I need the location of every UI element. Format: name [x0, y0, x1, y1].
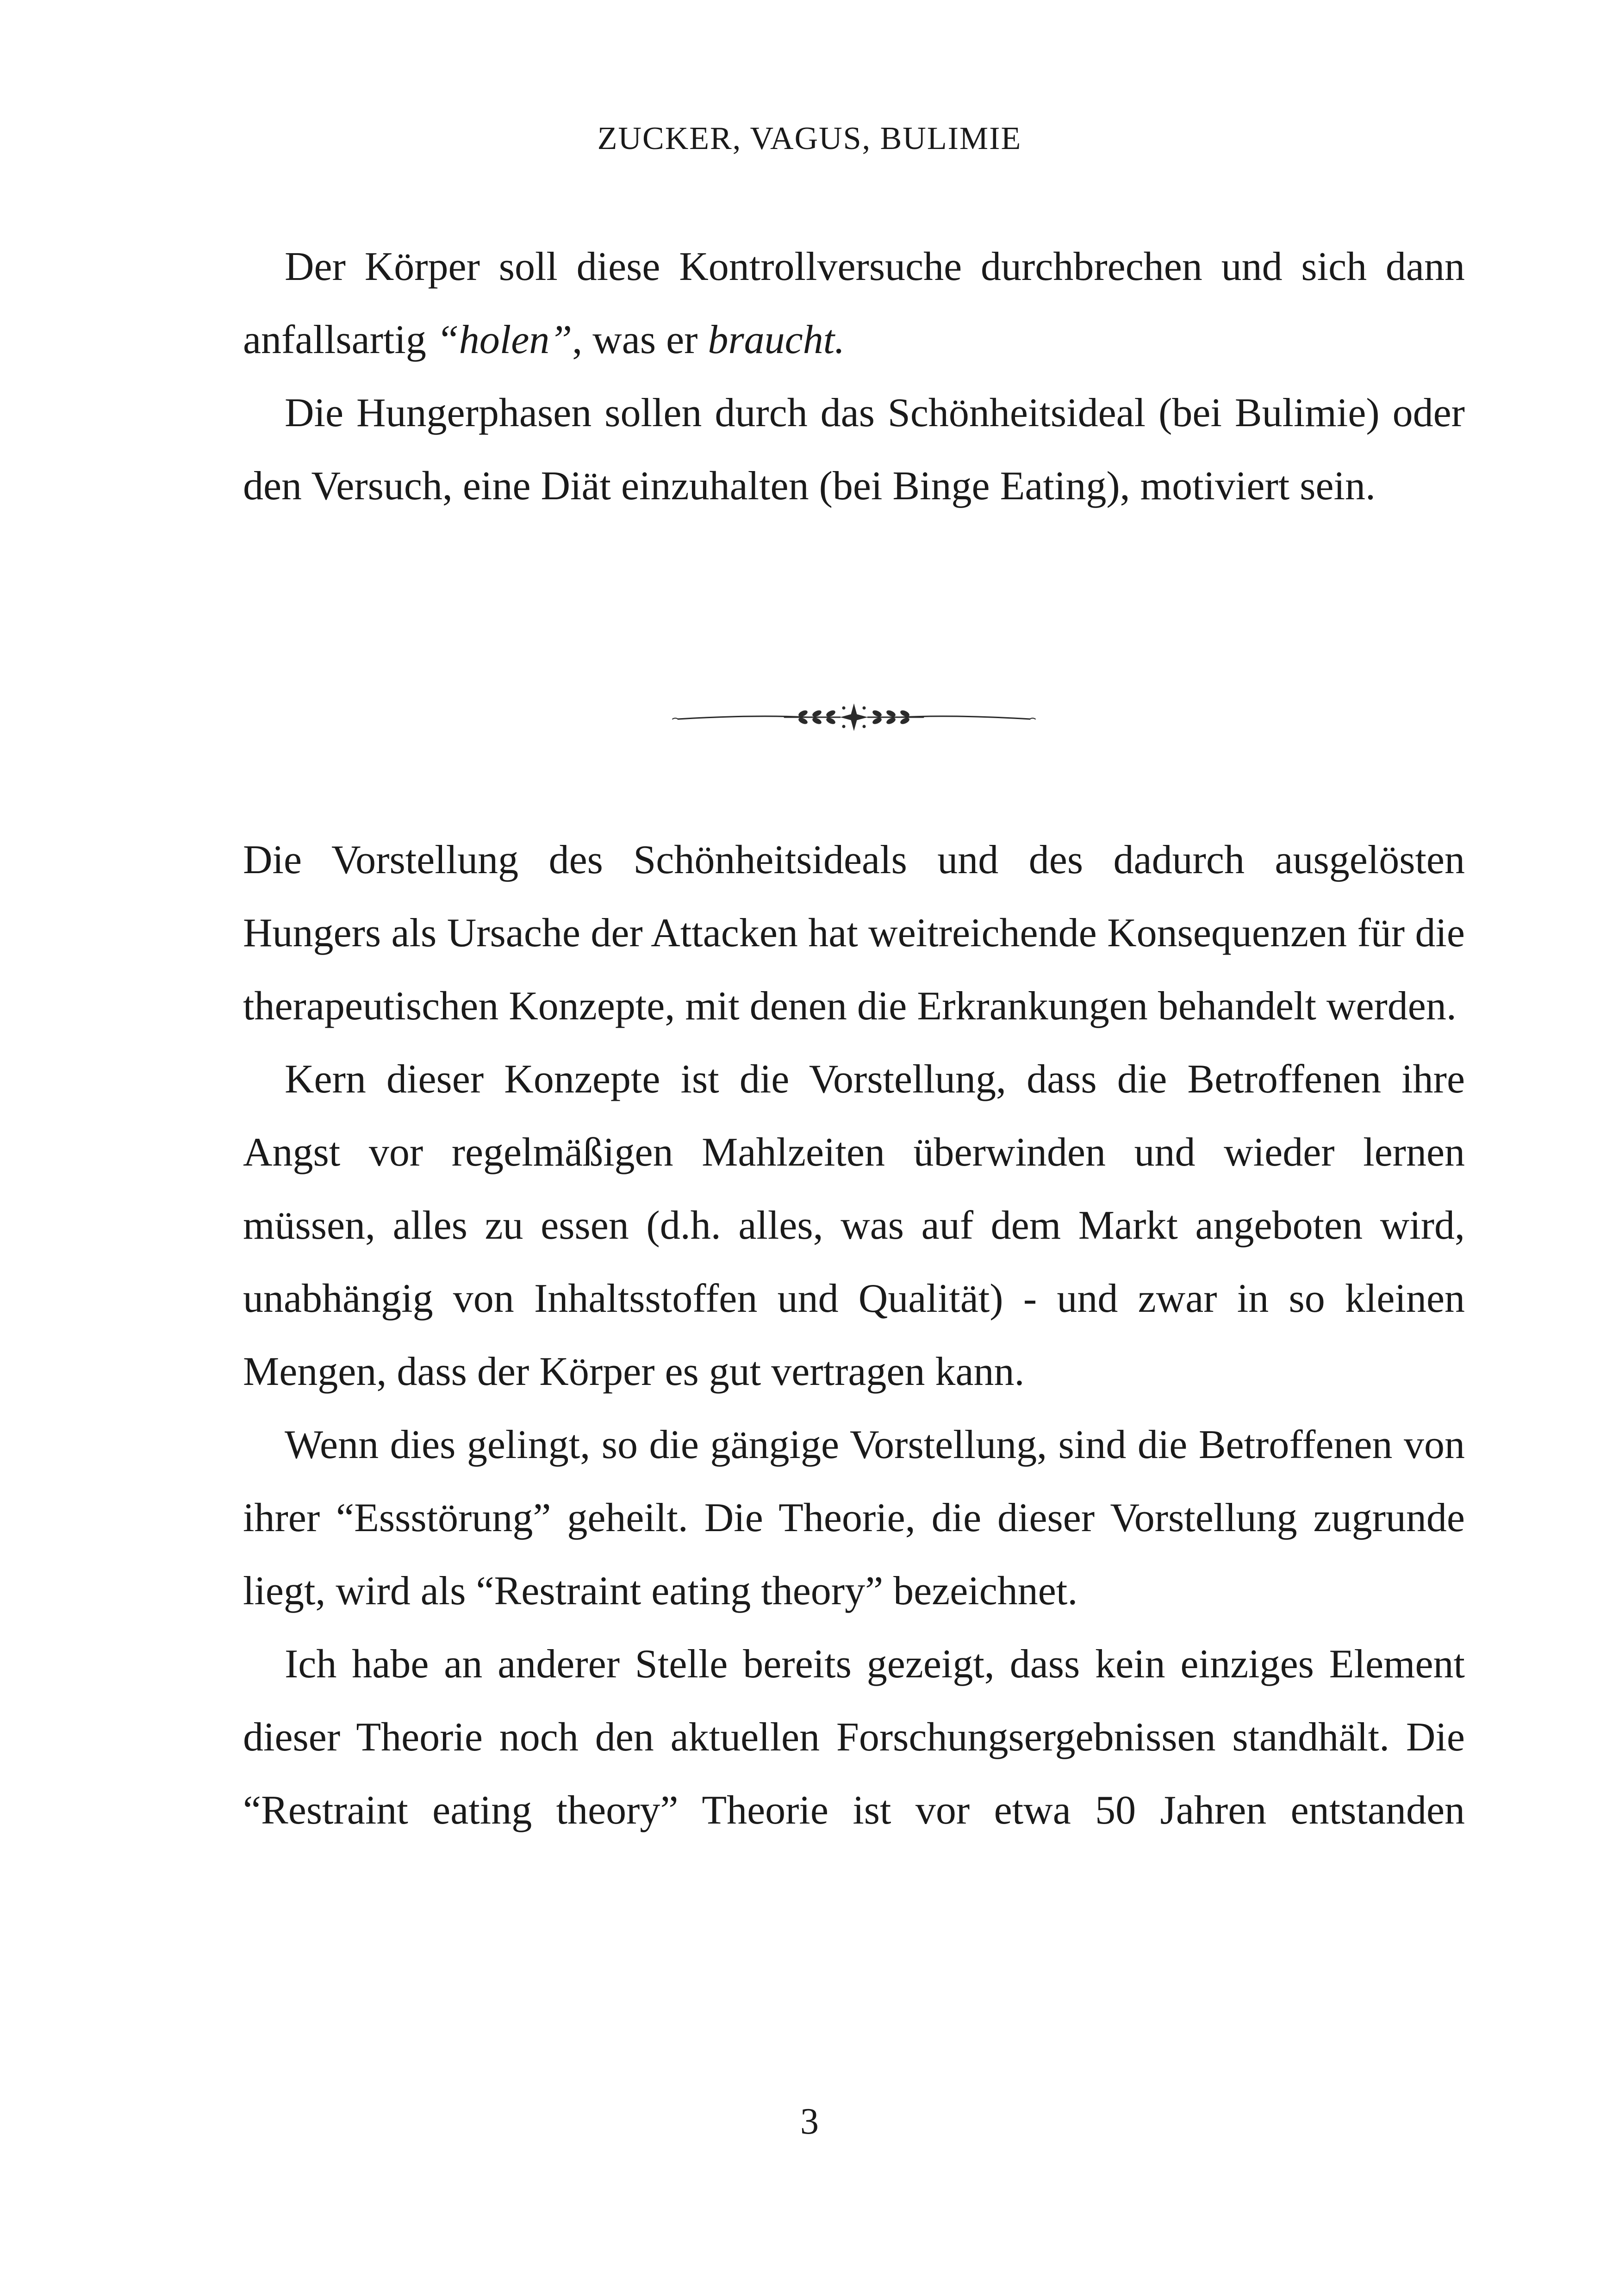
text-block-bottom [243, 824, 1465, 1847]
paragraph-text: , was er [572, 317, 708, 362]
paragraph-text: Der Körper soll diese Kontrollversuche durchbrechen und sich dann anfallsartig [243, 244, 1465, 362]
italic-text: “holen” [436, 317, 573, 362]
paragraph: Ich habe an anderer Stelle bereits gezeigt, dass kein einziges Element dieser Theorie noch den aktuellen Forschungsergebnissen standhält. Die “Restraint eating theory” Theorie ist vor etwa 50 Jahren entstanden [243, 1642, 1465, 1833]
text-block-top [243, 230, 1465, 523]
paragraph: Die Vorstellung des Schönheitsideals und des dadurch ausgelösten Hungers als Ursache der Attacken hat weitreichende Konsequenzen für die therapeutischen Konzepte, mit denen die Erkrankungen behandelt werden. [243, 838, 1465, 1029]
italic-text: braucht. [708, 317, 845, 362]
page-number: 3 [800, 2101, 819, 2142]
paragraph [243, 230, 1465, 377]
paragraph: Kern dieser Konzepte ist die Vorstellung, dass die Betroffenen ihre Angst vor regelmäßigen Mahlzeiten überwinden und wieder lernen müssen, alles zu essen (d.h. alles, was auf dem Markt angeboten wird, unabhängig von Inhaltsstoffen und Qualität) - und zwar in so kleinen Mengen, dass der Körper es gut vertragen kann. [243, 1057, 1465, 1394]
floral-divider-icon [669, 694, 1039, 740]
running-head: ZUCKER, VAGUS, BULIMIE [597, 121, 1022, 156]
paragraph: Wenn dies gelingt, so die gängige Vorstellung, sind die Betroffenen von ihrer “Essstörung” geheilt. Die Theorie, die dieser Vorstellung zugrunde liegt, wird als “Restraint eating theory” bezeichnet. [243, 1422, 1465, 1613]
paragraph: Die Hungerphasen sollen durch das Schönheitsideal (bei Bulimie) oder den Versuch, eine Diät einzuhalten (bei Binge Eating), motiviert sein. [243, 391, 1465, 509]
